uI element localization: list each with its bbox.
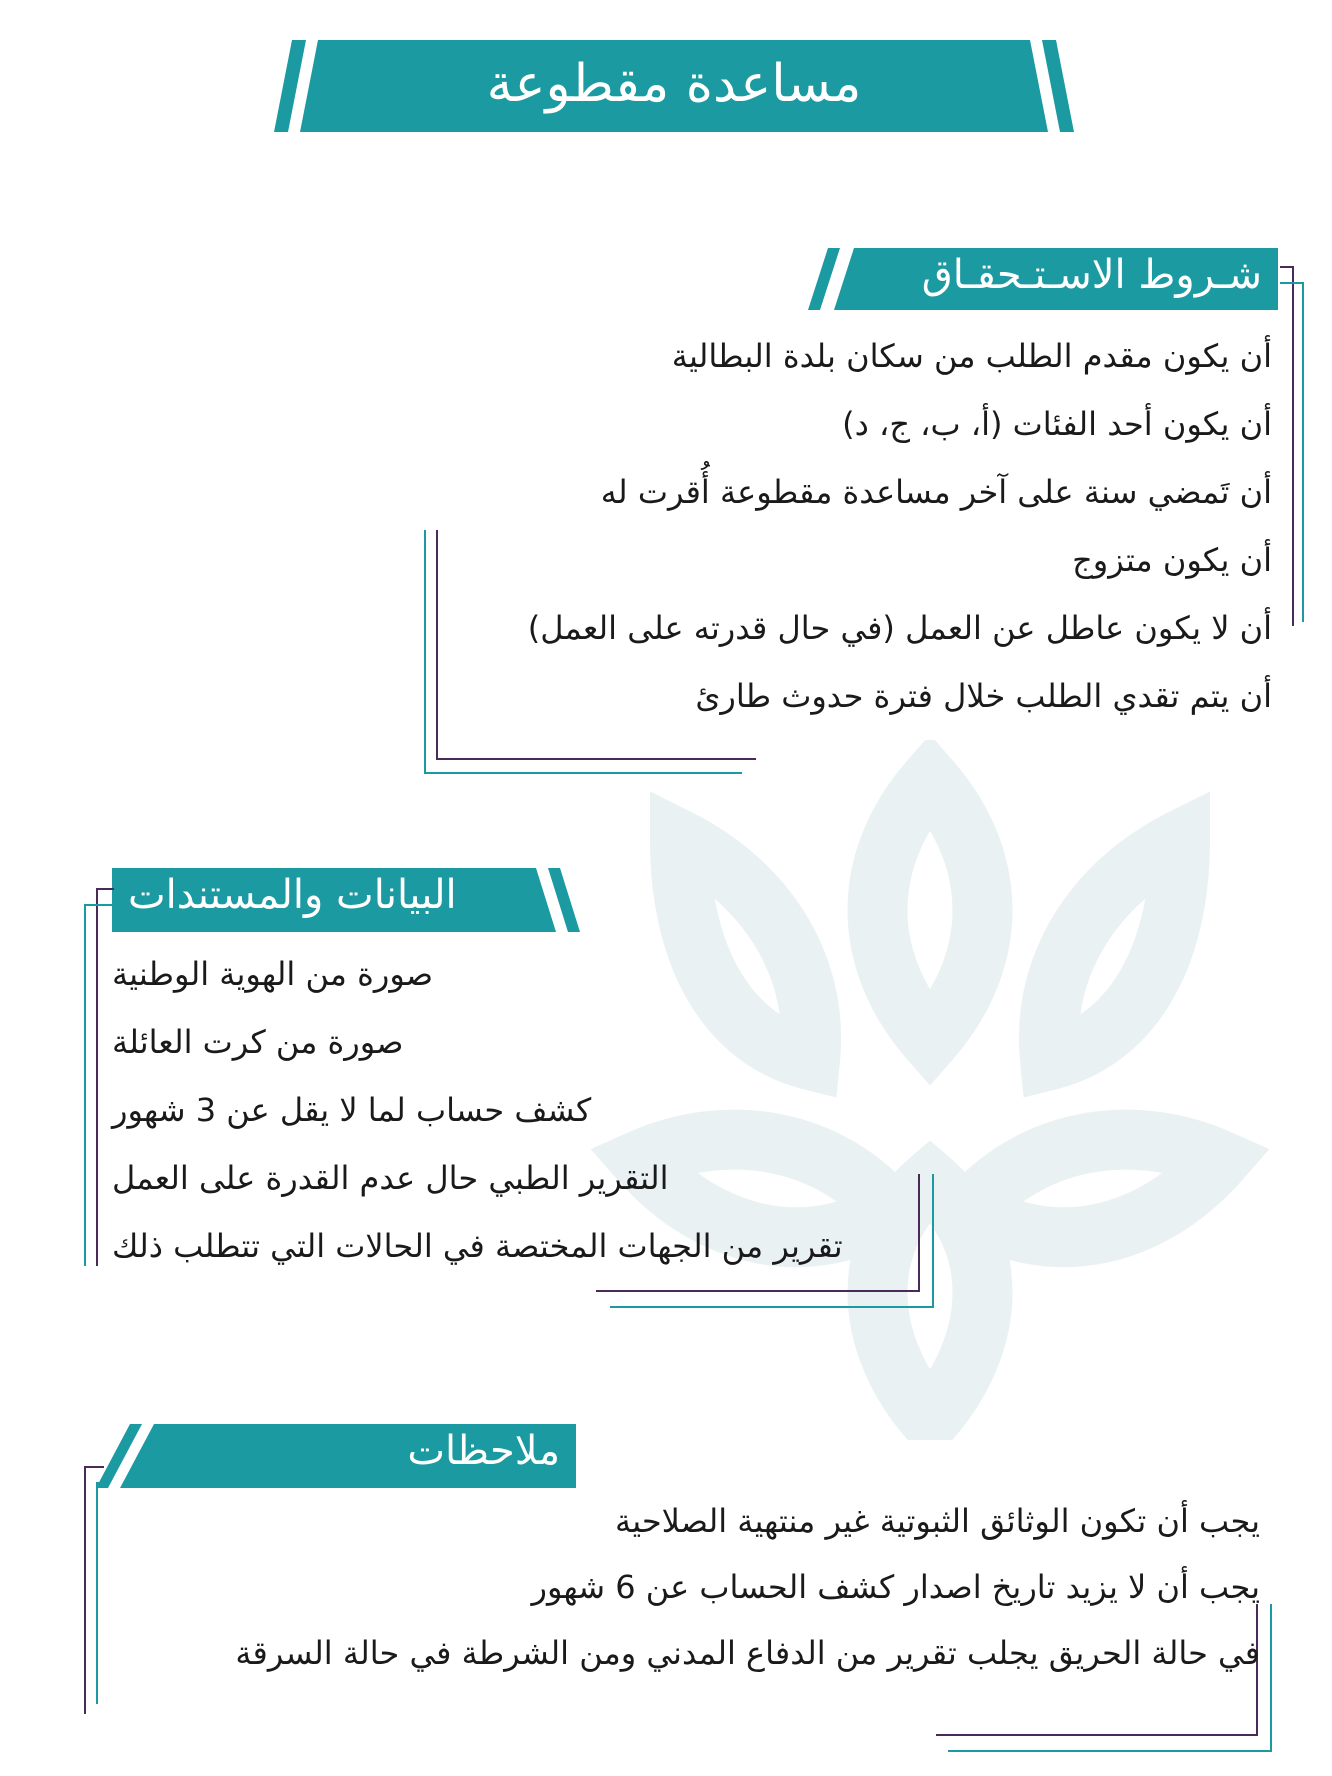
- frame-line: [96, 1482, 98, 1704]
- list-item: تقرير من الجهات المختصة في الحالات التي تتطلب ذلك: [112, 1227, 843, 1265]
- frame-line: [84, 904, 86, 1266]
- list-item: كشف حساب لما لا يقل عن 3 شهور: [112, 1091, 592, 1129]
- frame-line: [96, 888, 114, 890]
- frame-line: [1292, 266, 1294, 626]
- documents-header: [112, 868, 580, 932]
- frame-line: [84, 1466, 86, 1714]
- list-item: يجب أن لا يزيد تاريخ اصدار كشف الحساب عن 6 شهور: [531, 1568, 1260, 1606]
- frame-line: [436, 758, 756, 760]
- conditions-header: [808, 248, 1288, 310]
- frame-line: [1302, 282, 1304, 622]
- page-title: مساعدة مقطوعة: [486, 54, 862, 114]
- title-banner: [274, 40, 1074, 132]
- list-item: أن يكون مقدم الطلب من سكان بلدة البطالية: [671, 337, 1272, 375]
- notes-header: [96, 1424, 576, 1488]
- frame-line: [948, 1750, 1272, 1752]
- list-item: يجب أن تكون الوثائق الثبوتية غير منتهية الصلاحية: [615, 1502, 1260, 1540]
- frame-line: [84, 904, 114, 906]
- list-item: أن يكون أحد الفئات (أ، ب، ج، د): [842, 405, 1272, 443]
- notes-list: [110, 1488, 1260, 1686]
- conditions-title: شـروط الاسـتـحقـاق: [921, 252, 1262, 298]
- notes-title: ملاحظات: [407, 1428, 560, 1474]
- list-item: صورة من كرت العائلة: [112, 1023, 404, 1061]
- list-item: أن يكون متزوج: [1072, 541, 1272, 579]
- frame-line: [610, 1306, 934, 1308]
- list-item: صورة من الهوية الوطنية: [112, 955, 434, 993]
- frame-line: [936, 1734, 1258, 1736]
- documents-title: البيانات والمستندات: [128, 872, 457, 918]
- frame-line: [596, 1290, 920, 1292]
- frame-line: [96, 888, 98, 1266]
- conditions-list: [372, 322, 1272, 730]
- list-item: أن تَمضي سنة على آخر مساعدة مقطوعة أُقرت له: [600, 473, 1272, 511]
- list-item: في حالة الحريق يجلب تقرير من الدفاع المدني ومن الشرطة في حالة السرقة: [235, 1634, 1260, 1672]
- frame-line: [84, 1466, 104, 1468]
- frame-line: [1280, 282, 1304, 284]
- list-item: التقرير الطبي حال عدم القدرة على العمل: [112, 1159, 669, 1197]
- documents-list: [112, 940, 1012, 1280]
- list-item: أن لا يكون عاطل عن العمل (في حال قدرته على العمل): [527, 609, 1272, 647]
- frame-line: [424, 772, 742, 774]
- list-item: أن يتم تقدي الطلب خلال فترة حدوث طارئ: [695, 677, 1272, 715]
- frame-line: [1270, 1604, 1272, 1752]
